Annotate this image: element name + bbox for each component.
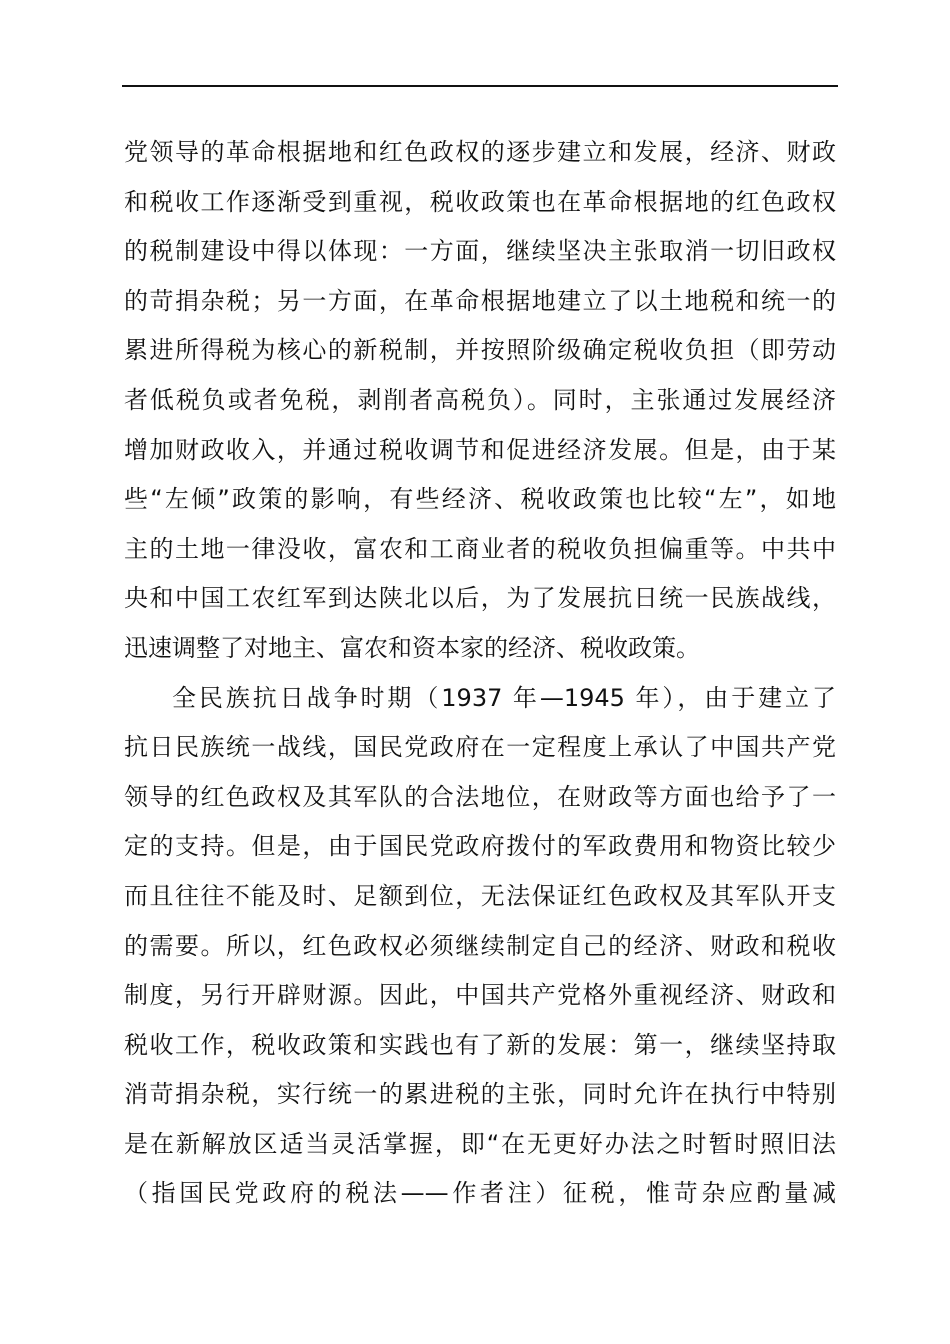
text-line: 消苛捐杂税，实行统一的累进税的主张，同时允许在执行中特别: [124, 1080, 836, 1109]
text-line: 的税制建设中得以体现：一方面，继续坚决主张取消一切旧政权: [124, 237, 836, 266]
body-text: [124, 128, 836, 1219]
text-line: 领导的红色政权及其军队的合法地位，在财政等方面也给予了一: [124, 782, 836, 811]
paragraph-2: [124, 674, 836, 1220]
text-line: （指国民党政府的税法——作者注）征税，惟苛杂应酌量减: [124, 1179, 836, 1208]
text-line: 抗日民族统一战线，国民党政府在一定程度上承认了中国共产党: [124, 733, 836, 762]
text-line: 的需要。所以，红色政权必须继续制定自己的经济、财政和税收: [124, 931, 836, 960]
text-line: 制度，另行开辟财源。因此，中国共产党格外重视经济、财政和: [124, 981, 836, 1010]
text-line: 是在新解放区适当灵活掌握，即“在无更好办法之时暂时照旧法: [124, 1129, 836, 1158]
text-line: 央和中国工农红军到达陕北以后，为了发展抗日统一民族战线，: [124, 584, 836, 613]
text-line: 者低税负或者免税，剥削者高税负）。同时，主张通过发展经济: [124, 385, 836, 414]
text-line: 而且往往不能及时、足额到位，无法保证红色政权及其军队开支: [124, 881, 836, 910]
text-line: 主的土地一律没收，富农和工商业者的税收负担偏重等。中共中: [124, 534, 836, 563]
paragraph-1: [124, 128, 836, 674]
text-line: 党领导的革命根据地和红色政权的逐步建立和发展，经济、财政: [124, 138, 836, 166]
text-line: 的苛捐杂税；另一方面，在革命根据地建立了以土地税和统一的: [124, 286, 836, 315]
text-line: 和税收工作逐渐受到重视，税收政策也在革命根据地的红色政权: [124, 187, 836, 216]
text-line: 些“左倾”政策的影响，有些经济、税收政策也比较“左”，如地: [124, 485, 836, 514]
text-line: 迅速调整了对地主、富农和资本家的经济、税收政策。: [124, 633, 700, 662]
text-line: 全民族抗日战争时期（1937 年—1945 年），由于建立了: [172, 683, 836, 712]
text-line: 增加财政收入，并通过税收调节和促进经济发展。但是，由于某: [124, 435, 836, 464]
text-line: 累进所得税为核心的新税制，并按照阶级确定税收负担（即劳动: [124, 336, 836, 365]
header-rule: [122, 85, 838, 87]
text-line: 定的支持。但是，由于国民党政府拨付的军政费用和物资比较少: [124, 832, 836, 861]
text-line: 税收工作，税收政策和实践也有了新的发展：第一，继续坚持取: [124, 1030, 836, 1059]
